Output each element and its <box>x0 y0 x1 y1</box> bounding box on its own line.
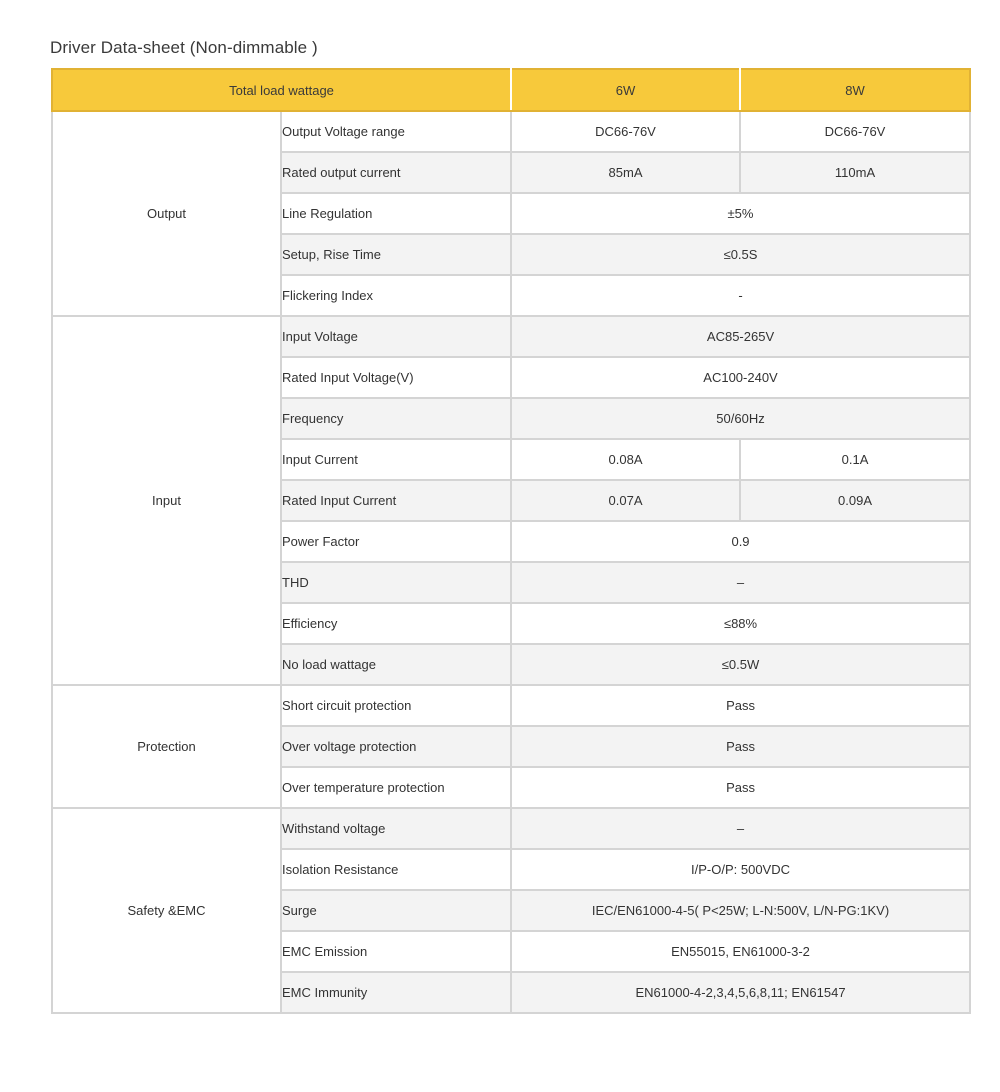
spec-label: Input Voltage <box>281 316 511 357</box>
spec-label: THD <box>281 562 511 603</box>
spec-value: 50/60Hz <box>511 398 970 439</box>
spec-value-6w: 85mA <box>511 152 740 193</box>
spec-label: Rated Input Current <box>281 480 511 521</box>
group-label: Input <box>52 316 281 685</box>
spec-value-6w: 0.08A <box>511 439 740 480</box>
spec-label: Line Regulation <box>281 193 511 234</box>
spec-value: – <box>511 562 970 603</box>
table-row <box>52 685 970 726</box>
spec-value: EN55015, EN61000-3-2 <box>511 931 970 972</box>
spec-label: No load wattage <box>281 644 511 685</box>
spec-value-8w: 0.1A <box>740 439 970 480</box>
spec-value: I/P-O/P: 500VDC <box>511 849 970 890</box>
spec-value: 0.9 <box>511 521 970 562</box>
spec-value: ≤88% <box>511 603 970 644</box>
spec-label: Flickering Index <box>281 275 511 316</box>
spec-value: AC100-240V <box>511 357 970 398</box>
spec-label: Isolation Resistance <box>281 849 511 890</box>
spec-label: EMC Emission <box>281 931 511 972</box>
spec-value: ±5% <box>511 193 970 234</box>
spec-label: Efficiency <box>281 603 511 644</box>
spec-value-8w: 0.09A <box>740 480 970 521</box>
spec-value: Pass <box>511 726 970 767</box>
spec-label: EMC Immunity <box>281 972 511 1013</box>
spec-value: ≤0.5S <box>511 234 970 275</box>
group-label: Protection <box>52 685 281 808</box>
spec-label: Rated Input Voltage(V) <box>281 357 511 398</box>
spec-value: ≤0.5W <box>511 644 970 685</box>
spec-label: Over voltage protection <box>281 726 511 767</box>
spec-label: Input Current <box>281 439 511 480</box>
table-row <box>52 316 970 357</box>
datasheet-table <box>51 68 971 1014</box>
spec-label: Output Voltage range <box>281 111 511 152</box>
spec-value: Pass <box>511 767 970 808</box>
spec-value-6w: DC66-76V <box>511 111 740 152</box>
spec-value: EN61000-4-2,3,4,5,6,8,11; EN61547 <box>511 972 970 1013</box>
table-body <box>52 111 970 1013</box>
spec-label: Power Factor <box>281 521 511 562</box>
table-row <box>52 808 970 849</box>
table-row <box>52 111 970 152</box>
spec-label: Rated output current <box>281 152 511 193</box>
group-label: Output <box>52 111 281 316</box>
spec-label: Setup, Rise Time <box>281 234 511 275</box>
header-row <box>52 69 970 111</box>
spec-value: IEC/EN61000-4-5( P<25W; L-N:500V, L/N-PG:1KV) <box>511 890 970 931</box>
spec-value-8w: DC66-76V <box>740 111 970 152</box>
spec-label: Over temperature protection <box>281 767 511 808</box>
spec-label: Short circuit protection <box>281 685 511 726</box>
header-total-load-wattage: Total load wattage <box>52 69 511 111</box>
spec-label: Surge <box>281 890 511 931</box>
page-title: Driver Data-sheet (Non-dimmable ) <box>50 38 318 57</box>
spec-label: Withstand voltage <box>281 808 511 849</box>
spec-value: AC85-265V <box>511 316 970 357</box>
spec-value-6w: 0.07A <box>511 480 740 521</box>
spec-label: Frequency <box>281 398 511 439</box>
group-label: Safety &EMC <box>52 808 281 1013</box>
header-8w: 8W <box>740 69 970 111</box>
spec-value: – <box>511 808 970 849</box>
header-6w: 6W <box>511 69 740 111</box>
spec-value: Pass <box>511 685 970 726</box>
spec-value-8w: 110mA <box>740 152 970 193</box>
spec-value: - <box>511 275 970 316</box>
